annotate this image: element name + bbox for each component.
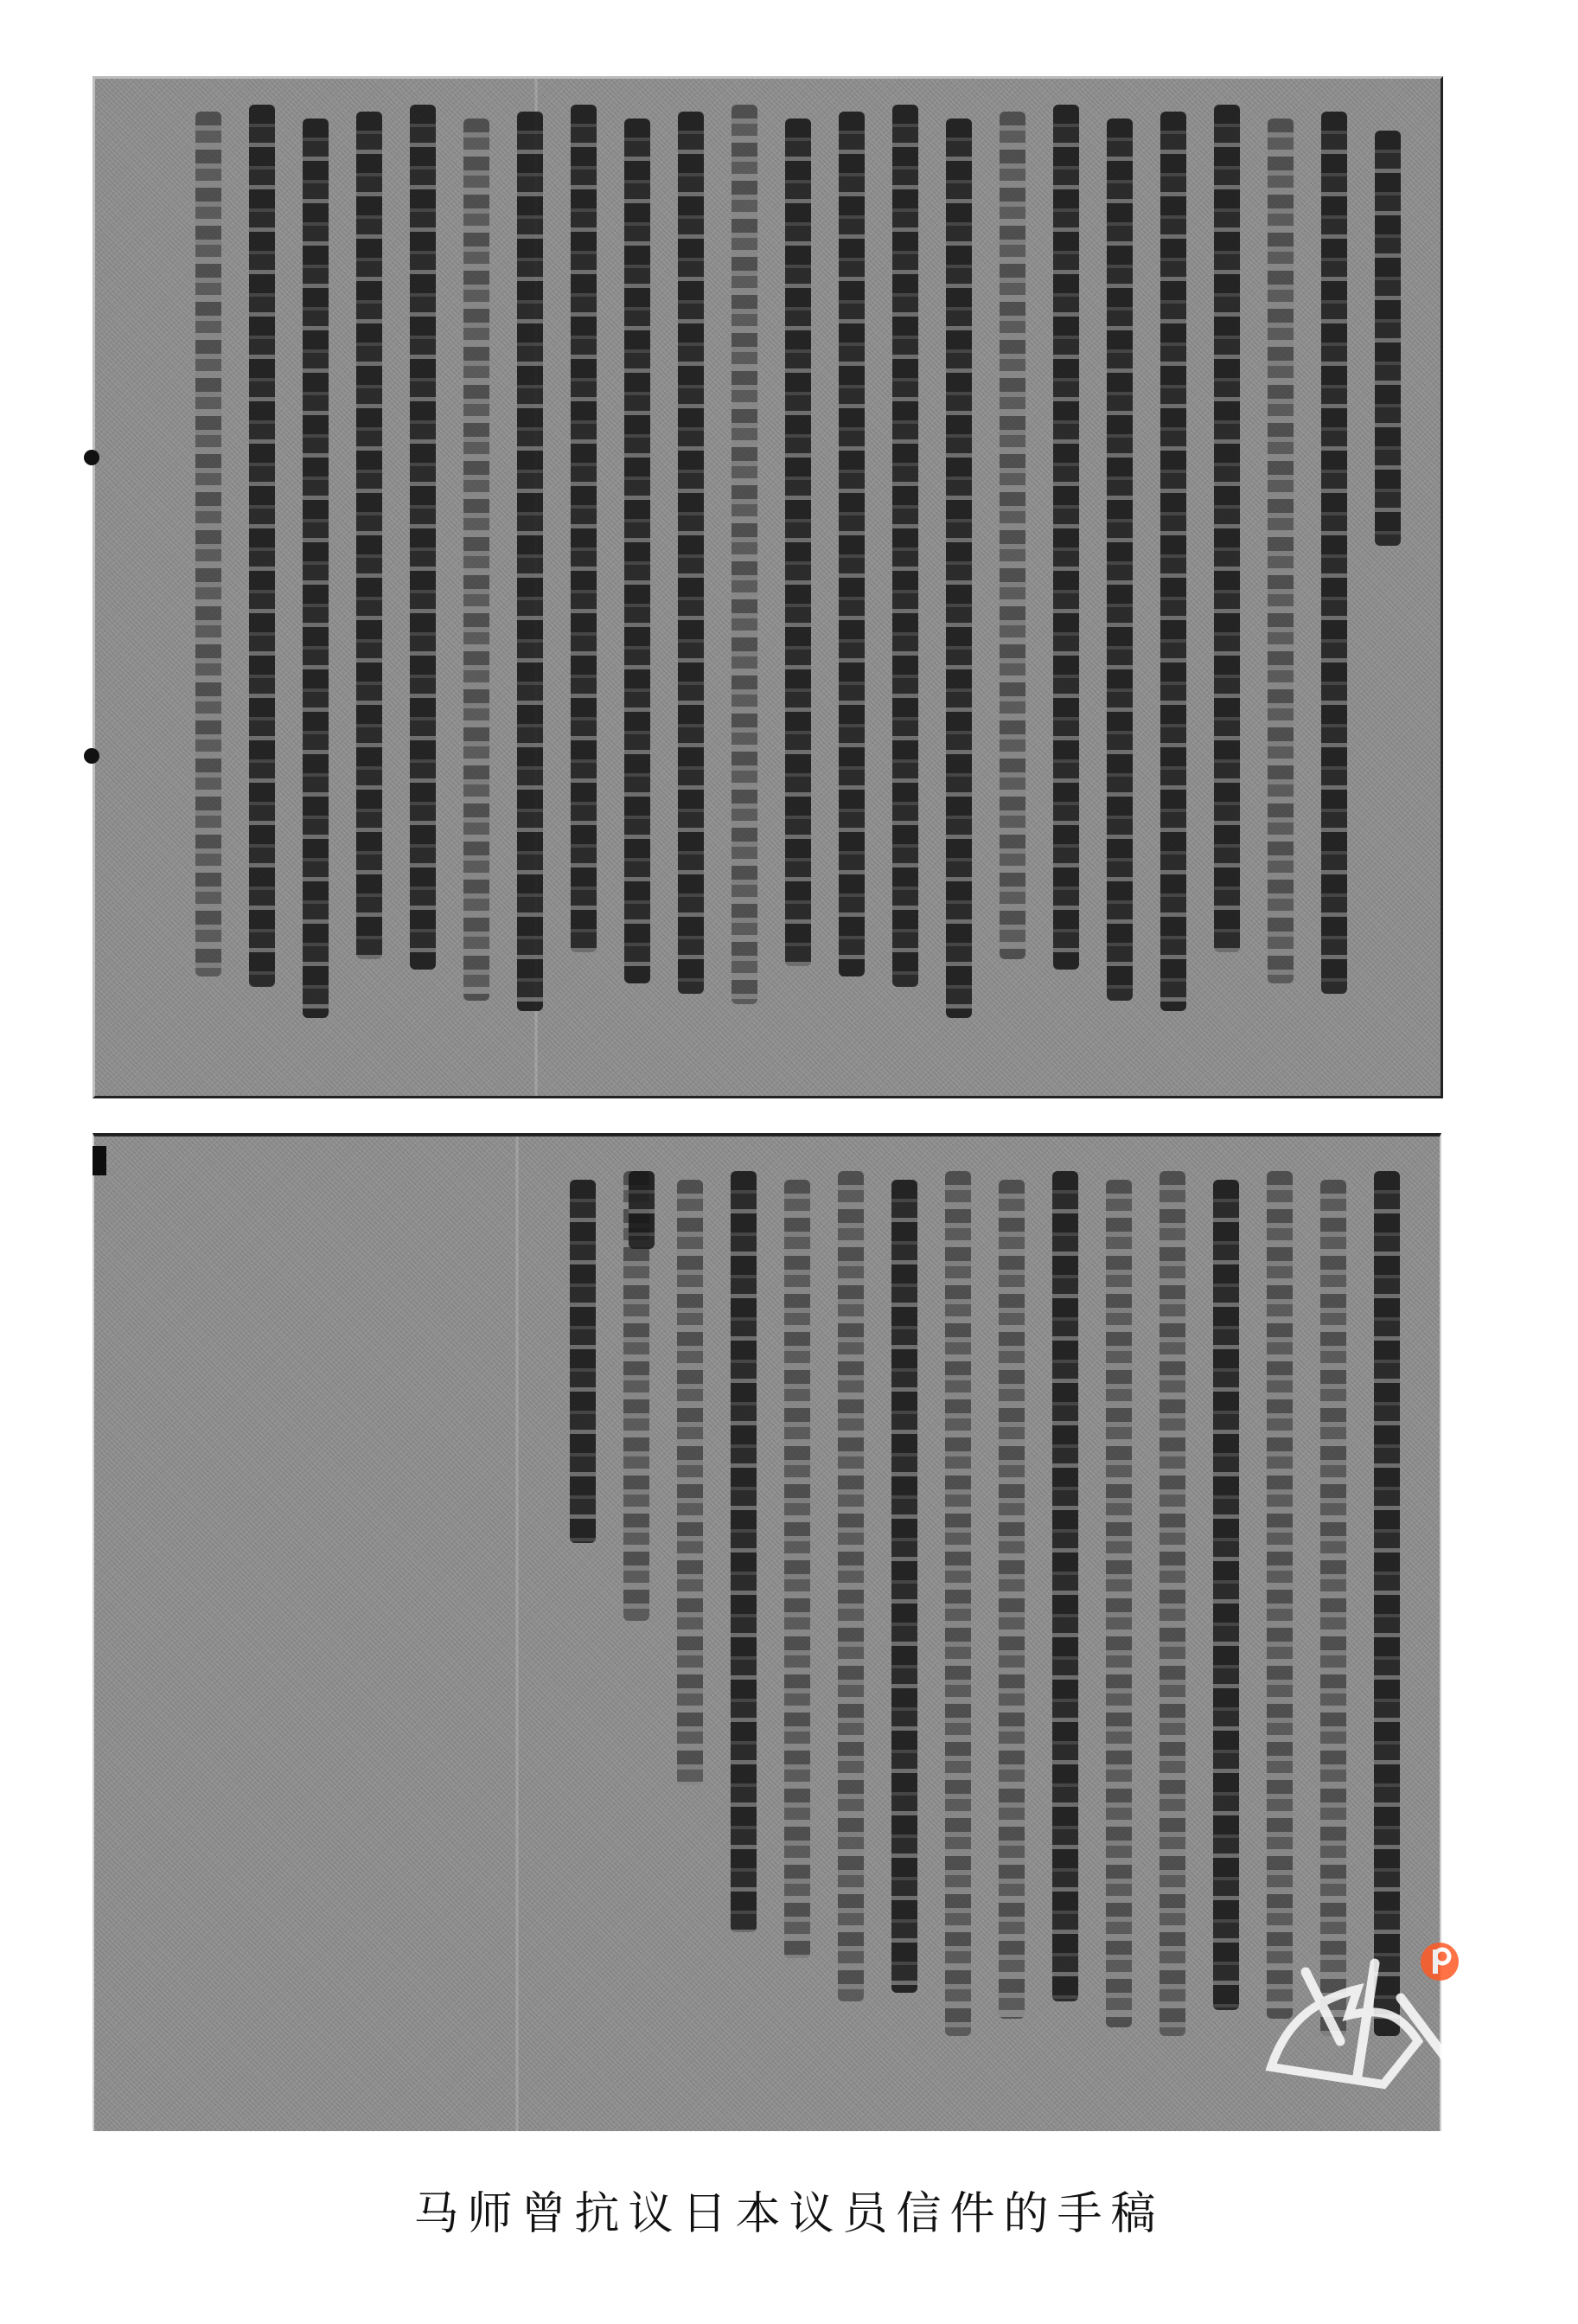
handwritten-column: [517, 112, 543, 1011]
handwritten-column: [677, 1180, 703, 1785]
corner-mark: [93, 1146, 106, 1175]
handwritten-column: [1268, 118, 1294, 983]
handwritten-column: [624, 118, 650, 983]
handwritten-column: [731, 1171, 757, 1932]
handwritten-column: [891, 1180, 917, 1993]
handwritten-column: [999, 1180, 1025, 2019]
handwritten-column: [678, 112, 704, 994]
handwritten-column: [629, 1171, 655, 1249]
handwritten-column: [946, 118, 972, 1018]
handwritten-column: [1374, 1171, 1400, 2036]
handwritten-column: [410, 105, 436, 970]
handwritten-column: [249, 105, 275, 987]
punch-hole: [84, 748, 99, 764]
figure-caption: 马师曾抗议日本议员信件的手稿: [413, 2188, 1165, 2240]
handwritten-column: [1053, 105, 1079, 970]
watermark-logo: [1254, 1937, 1470, 2102]
handwritten-column: [1160, 1171, 1185, 2036]
handwritten-column: [195, 112, 221, 976]
handwritten-column: [1267, 1171, 1293, 2019]
handwritten-column: [1000, 112, 1025, 959]
handwritten-column: [1160, 112, 1186, 1011]
handwritten-column: [1213, 1180, 1239, 2010]
handwritten-column: [838, 1171, 864, 2001]
page-fold-line: [515, 1136, 519, 2131]
handwritten-column: [463, 118, 489, 1001]
handwritten-column: [1107, 118, 1133, 1001]
handwritten-column: [892, 105, 918, 987]
punch-hole: [84, 450, 99, 465]
handwritten-column: [784, 1180, 810, 1958]
handwritten-column: [785, 118, 811, 966]
handwritten-column: [945, 1171, 971, 2036]
handwritten-column: [356, 112, 382, 959]
handwritten-column: [1106, 1180, 1132, 2027]
handwritten-column: [1375, 131, 1401, 546]
handwritten-column: [571, 105, 597, 952]
handwritten-column: [1320, 1180, 1346, 2036]
manuscript-page-top: [93, 76, 1443, 1098]
handwritten-column: [1321, 112, 1347, 994]
handwritten-column: [303, 118, 329, 1018]
handwritten-column: [839, 112, 865, 976]
handwritten-column: [732, 105, 757, 1004]
handwritten-column: [1214, 105, 1240, 952]
manuscript-page-bottom: [93, 1133, 1441, 2131]
handwritten-column: [1052, 1171, 1078, 2001]
handwritten-column: [570, 1180, 596, 1543]
